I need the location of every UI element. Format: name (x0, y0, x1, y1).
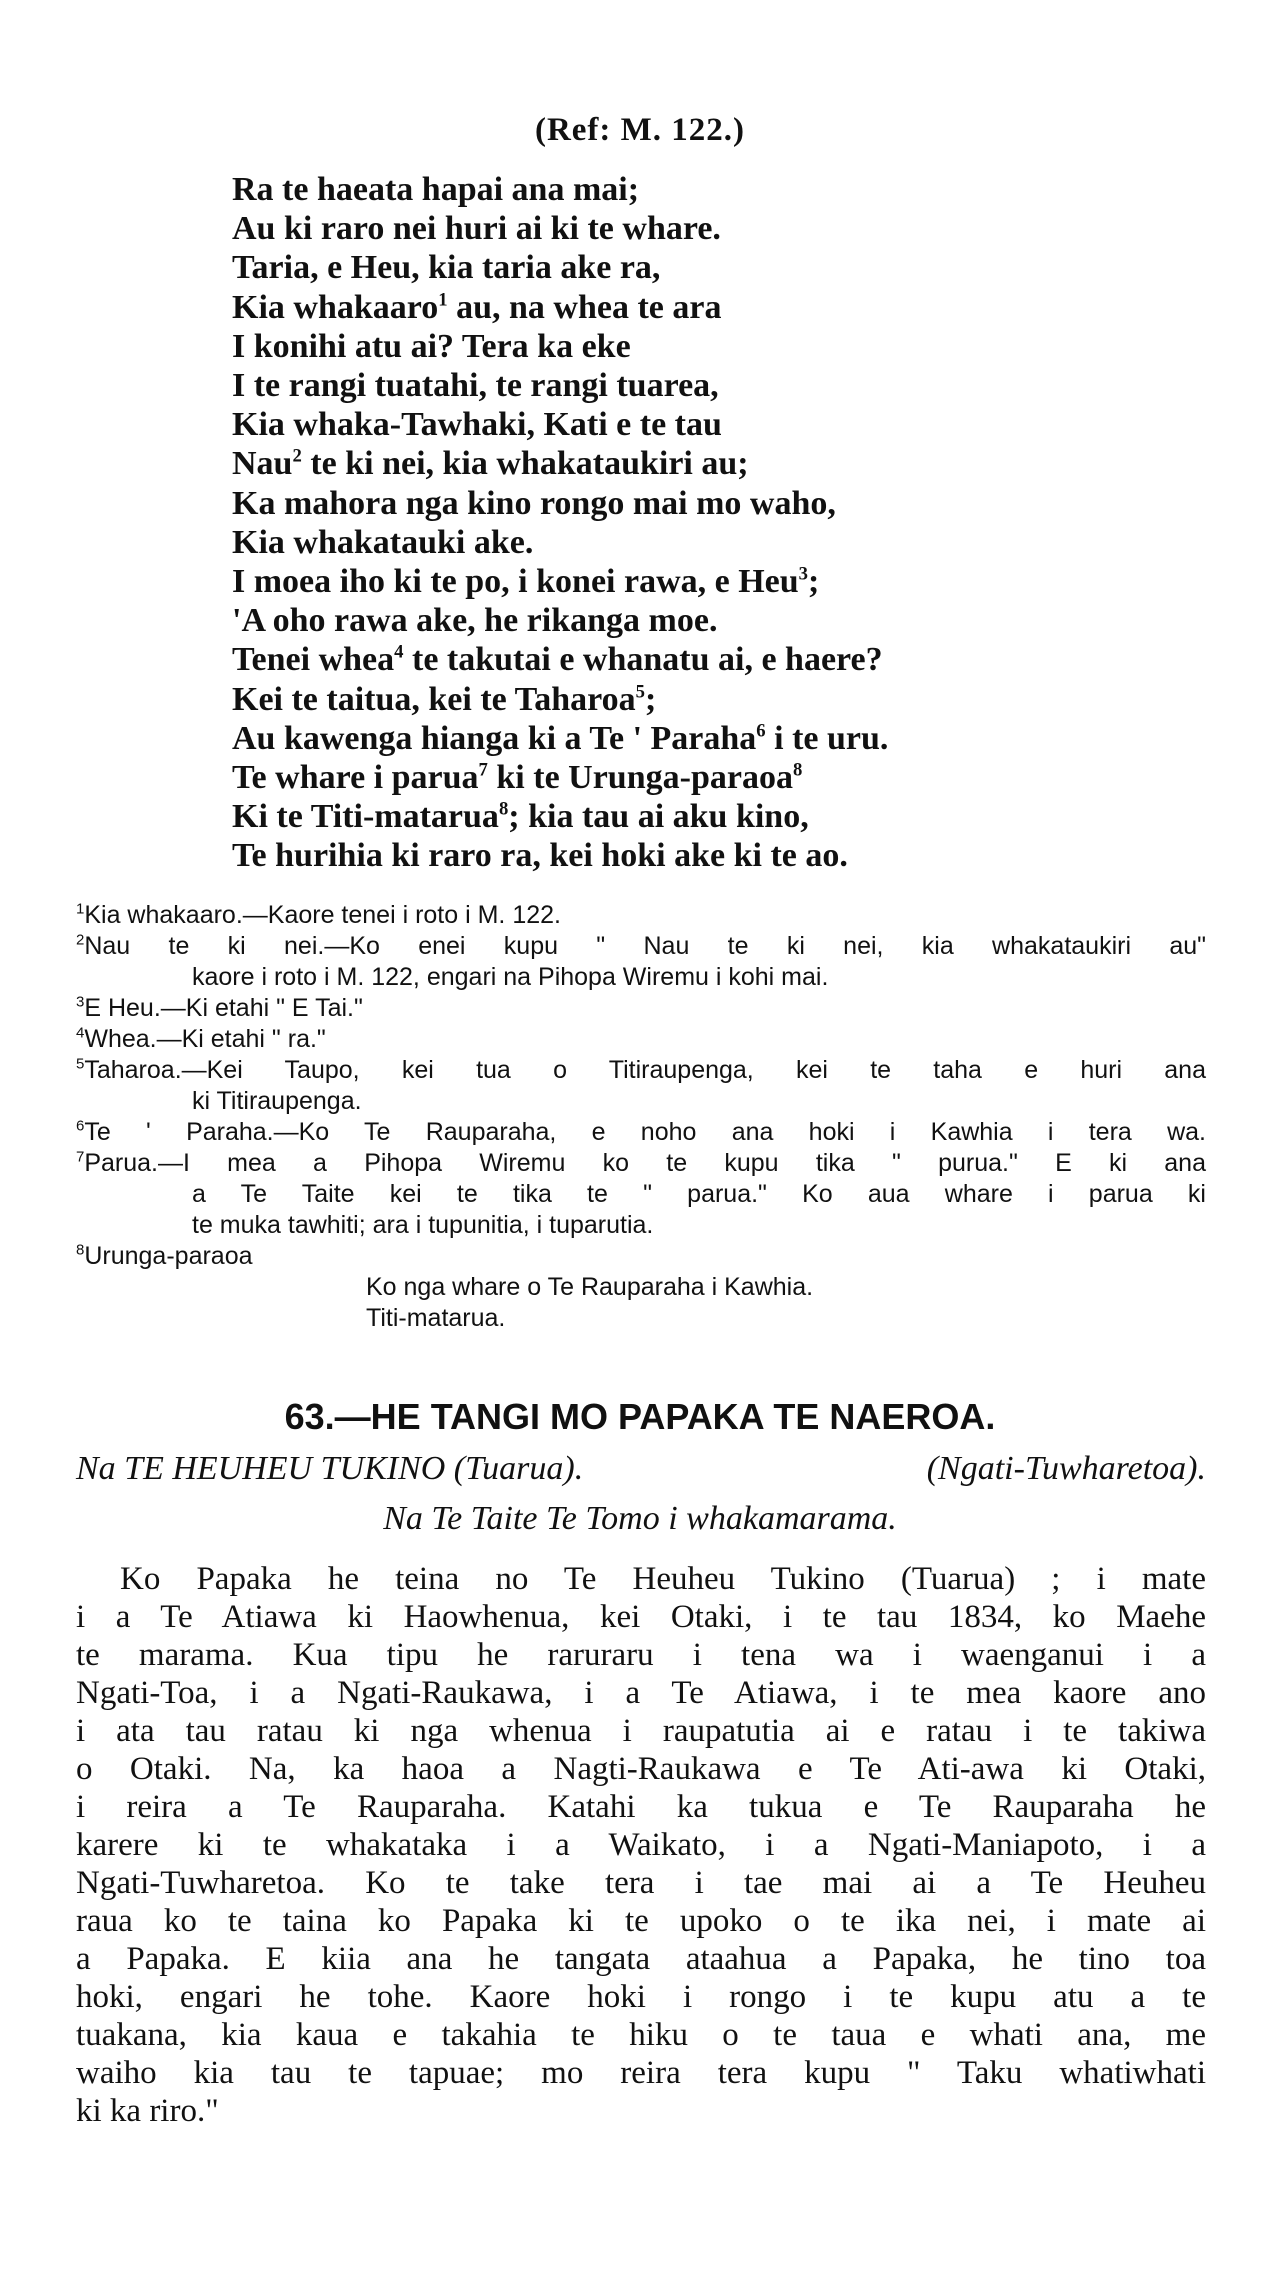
footnote-ref: 4 (394, 642, 404, 664)
footnote-ref: 5 (635, 681, 645, 703)
footnote-line: $^1$Kia whakaaro.—Kaore tenei i roto i M. 122. (76, 900, 561, 929)
poem-line: I te rangi tuatahi, te rangi tuarea, (232, 367, 719, 405)
byline (76, 1450, 1206, 1488)
poem-line: Au ki raro nei huri ai ki te whare. (232, 210, 721, 248)
footnote-line: $^7$Parua.—I mea a Pihopa Wiremu ko te kupu tika " purua." E ki ana (76, 1148, 1206, 1177)
footnote-line: Ko nga whare o Te Rauparaha i Kawhia. (366, 1273, 814, 1301)
prose-line: i a Te Atiawa ki Haowhenua, kei Otaki, i te tau 1834, ko Maehe (76, 1599, 1206, 1635)
poem-line: Kei te taitua, kei te Taharoa$^5$; (232, 680, 657, 718)
prose-line: Ko Papaka he teina no Te Heuheu Tukino (Tuarua) ; i mate (120, 1561, 1206, 1597)
prose-line: waiho kia tau te tapuae; mo reira tera kupu " Taku whatiwhati (76, 2055, 1206, 2091)
byline-author: Na TE HEUHEU TUKINO (Tuarua). (76, 1450, 584, 1487)
prose-line: Ngati-Tuwharetoa. Ko te take tera i tae mai ai a Te Heuheu (76, 1865, 1206, 1901)
footnote-ref: 8 (498, 798, 509, 820)
reference-header: (Ref: M. 122.) (534, 112, 746, 148)
footnote-number: 2 (76, 931, 85, 949)
byline-tribe: (Ngati-Tuwharetoa). (926, 1450, 1206, 1487)
footnote-line: a Te Taite kei te tika te " parua." Ko aua whare i parua ki (192, 1180, 1206, 1208)
poem-line: Kia whakatauki ake. (232, 523, 534, 561)
footnote-ref: 2 (292, 446, 302, 468)
poem-line: Ra te haeata hapai ana mai; (232, 171, 640, 208)
footnotes-block (76, 900, 1206, 1334)
poem-line: Kia whakaaro$^1$ au, na whea te ara (232, 288, 722, 326)
poem-line: I moea iho ki te po, i konei rawa, e Heu$^3$; (232, 563, 820, 601)
prose-line: te marama. Kua tipu he raruraru i tena wa i waenganui i a (76, 1637, 1206, 1673)
footnote-number: 7 (76, 1148, 85, 1166)
prose-line: raua ko te taina ko Papaka ki te upoko o te ika nei, i mate ai (76, 1903, 1206, 1939)
footnote-number: 4 (76, 1024, 85, 1042)
prose-line: i reira a Te Rauparaha. Katahi ka tukua e Te Rauparaha he (76, 1789, 1206, 1825)
poem-line: I konihi atu ai? Tera ka eke (232, 327, 631, 365)
footnote-line: Titi-matarua. (366, 1304, 506, 1332)
prose-paragraph (76, 1560, 1206, 2130)
poem-line: Te hurihia ki raro ra, kei hoki ake ki te ao. (232, 837, 848, 875)
footnote-number: 8 (76, 1241, 85, 1259)
poem-line: Nau$^2$ te ki nei, kia whakataukiri au; (232, 445, 749, 483)
byline-explainer: Na Te Taite Te Tomo i whakamarama. (383, 1500, 897, 1537)
footnote-number: 5 (76, 1055, 85, 1073)
footnote-line: te muka tawhiti; ara i tupunitia, i tuparutia. (192, 1211, 654, 1239)
footnote-ref: 3 (798, 563, 809, 585)
poem-line: Tenei whea$^4$ te takutai e whanatu ai, e haere? (232, 641, 883, 679)
prose-line: i ata tau ratau ki nga whenua i raupatutia ai e ratau i te takiwa (76, 1713, 1206, 1749)
poem-line: 'A oho rawa ake, he rikanga moe. (232, 602, 718, 640)
poem-line: Au kawenga hianga ki a Te ' Paraha$^6$ i te uru. (232, 719, 889, 757)
footnote-number: 3 (76, 993, 85, 1011)
poem-line: Ka mahora nga kino rongo mai mo waho, (232, 484, 836, 522)
prose-line: karere ki te whakataka i a Waikato, i a Ngati-Maniapoto, i a (76, 1827, 1206, 1863)
poem-line: Taria, e Heu, kia taria ake ra, (232, 249, 661, 287)
footnote-line: $^3$E Heu.—Ki etahi " E Tai." (76, 993, 363, 1022)
prose-line: hoki, engari he tohe. Kaore hoki i rongo i te kupu atu a te (76, 1979, 1206, 2015)
footnote-line: ki Titiraupenga. (192, 1087, 362, 1115)
section-heading: 63.—HE TANGI MO PAPAKA TE NAEROA. (284, 1396, 996, 1437)
prose-line: Ngati-Toa, i a Ngati-Raukawa, i a Te Atiawa, i te mea kaore ano (76, 1675, 1206, 1711)
prose-line: tuakana, kia kaua e takahia te hiku o te taua e whati ana, me (76, 2017, 1206, 2053)
footnote-number: 1 (76, 900, 85, 918)
footnote-ref: 8 (792, 759, 803, 781)
poem-line: Ki te Titi-matarua$^8$; kia tau ai aku kino, (232, 798, 809, 836)
prose-line: o Otaki. Na, ka haoa a Nagti-Raukawa e Te Ati-awa ki Otaki, (76, 1751, 1206, 1787)
footnote-line: $^8$Urunga-paraoa (76, 1241, 253, 1270)
footnote-line: $^5$Taharoa.—Kei Taupo, kei tua o Titiraupenga, kei te taha e huri ana (76, 1055, 1206, 1084)
footnote-line: kaore i roto i M. 122, engari na Pihopa Wiremu i kohi mai. (192, 963, 829, 991)
footnote-line: $^4$Whea.—Ki etahi " ra." (76, 1024, 326, 1053)
footnote-number: 6 (76, 1117, 85, 1135)
poem-line: Kia whaka-Tawhaki, Kati e te tau (232, 406, 722, 444)
poem-block (232, 170, 1112, 876)
footnote-ref: 1 (438, 289, 448, 311)
footnote-ref: 7 (478, 759, 488, 781)
footnote-line: $^6$Te ' Paraha.—Ko Te Rauparaha, e noho ana hoki i Kawhia i tera wa. (76, 1117, 1206, 1146)
footnote-ref: 6 (756, 720, 766, 742)
prose-line: a Papaka. E kiia ana he tangata ataahua a Papaka, he tino toa (76, 1941, 1206, 1977)
poem-line: Te whare i parua$^7$ ki te Urunga-paraoa$^8$ (232, 759, 803, 797)
footnote-line: $^2$Nau te ki nei.—Ko enei kupu " Nau te ki nei, kia whakataukiri au" (76, 931, 1206, 960)
prose-line: ki ka riro." (76, 2093, 219, 2129)
